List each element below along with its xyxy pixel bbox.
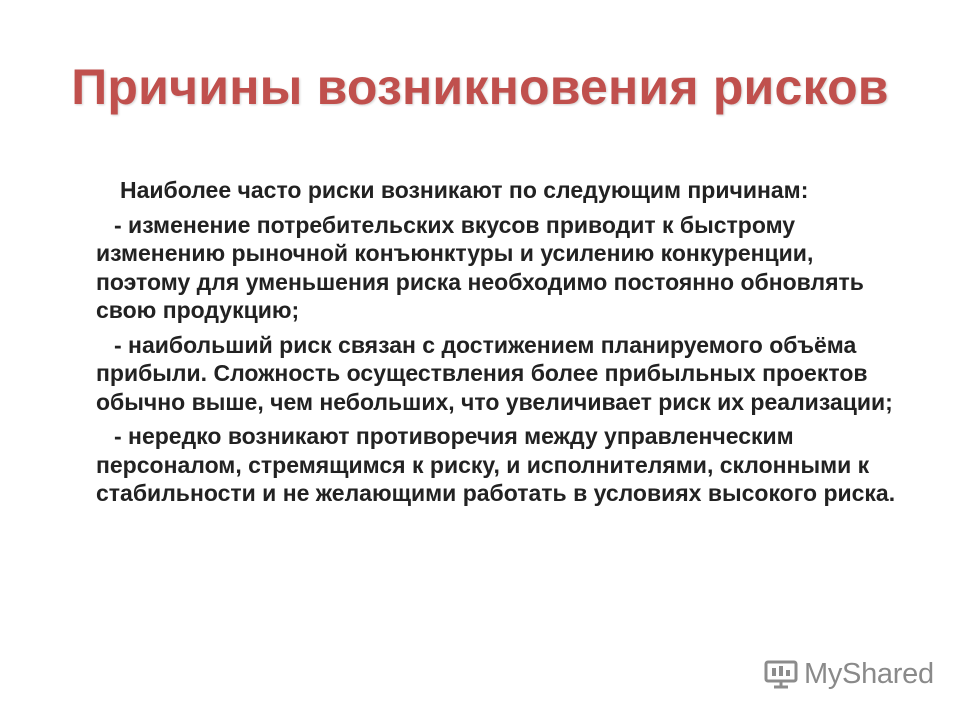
watermark-text: MyShared [804,657,934,690]
bullet-point: - наибольший риск связан с достижением планируемого объёма прибыли. Сложность осуществления более прибыльных проектов обычно выше, чем небольших, что увеличивает риск их реализации; [96,331,893,415]
presentation-board-icon [764,659,798,689]
bullet-point: - нередко возникают противоречия между управленческим персоналом, стремящимся к риску, и исполнителями, склонными к стабильности и не желающими работать в условиях высокого риска. [96,423,896,506]
intro-text: Наиболее часто риски возникают по следующим причинам: [120,177,809,203]
watermark [764,655,934,693]
bullet-point: - изменение потребительских вкусов приводит к быстрому изменению рыночной конъюнктуры и усилению конкуренции, поэтому для уменьшения риска необходимо постоянно обновлять свою продукцию; [96,211,864,323]
slide-title: Причины возникновения рисков [71,59,889,115]
slide-body [96,176,896,514]
